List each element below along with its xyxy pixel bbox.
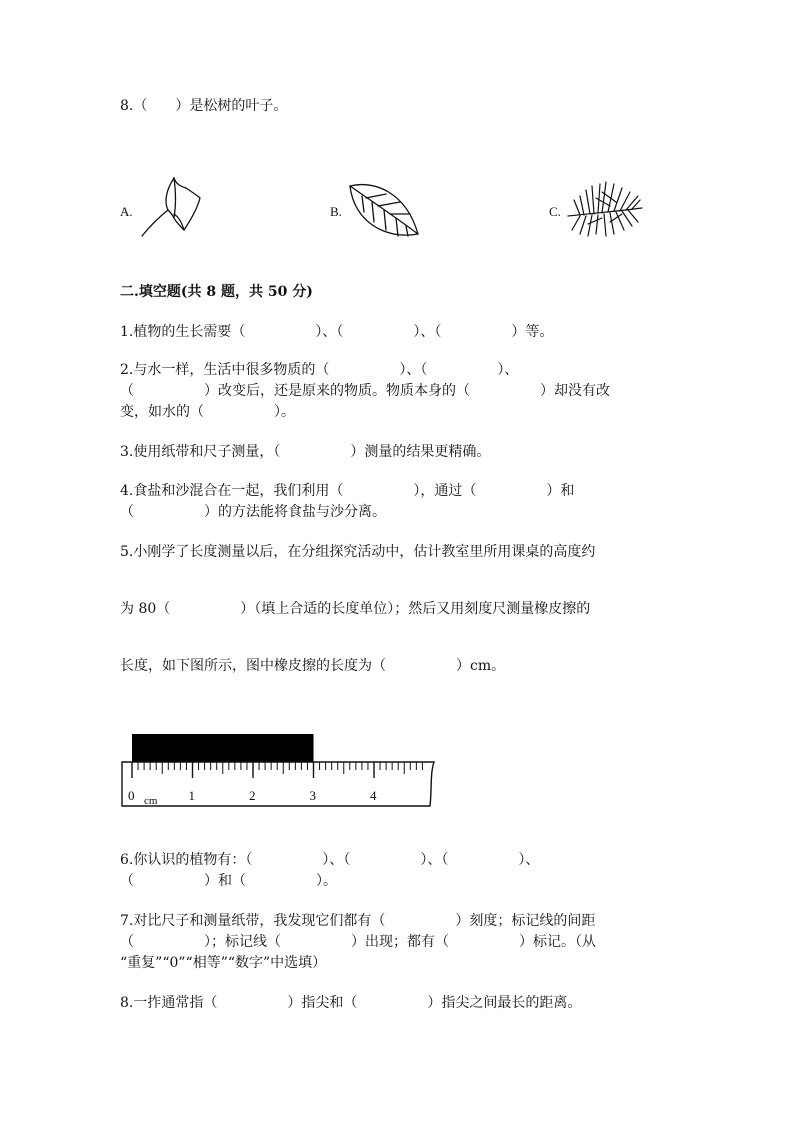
question-8: 8.一拃通常指（ ）指尖和（ ）指尖之间最长的距离。: [120, 995, 582, 1011]
question-5-line-3: 长度，如下图所示，图中橡皮擦的长度为（ ）cm。: [120, 658, 506, 674]
question-7-line-3: “重复”“0”“相等”“数字”中选填）: [120, 955, 327, 971]
question-2-line-1: 2.与水一样，生活中很多物质的（ ）、（ ）、: [120, 362, 519, 378]
question-2-line-3: 变，如水的（ ）。: [120, 404, 295, 420]
question-5-line-2: 为 80（ ）（填上合适的长度单位）；然后又用刻度尺测量橡皮擦的: [120, 601, 591, 617]
question-2-line-2: （ ）改变后，还是原来的物质。物质本身的（ ）却没有改: [120, 383, 610, 399]
ginkgo-leaf-icon: [140, 174, 206, 238]
option-a-label: A.: [120, 204, 133, 219]
oval-leaf-icon: [346, 182, 422, 240]
pine-needles-icon: [566, 178, 644, 238]
option-b-label: B.: [330, 204, 342, 219]
ruler-figure: [120, 728, 440, 812]
ruler-tick-label: 1: [188, 788, 195, 803]
question-6-line-1: 6.你认识的植物有：（ ）、（ ）、（ ）、: [120, 852, 540, 868]
ruler-unit: cm: [144, 795, 158, 807]
section-heading: 二.填空题(共 8 题，共 50 分): [120, 284, 313, 300]
ruler-body: [122, 762, 434, 806]
question-1: 1.植物的生长需要（ ）、（ ）、（ ）等。: [120, 324, 554, 340]
question-7-line-1: 7.对比尺子和测量纸带，我发现它们都有（ ）刻度；标记线的间距: [120, 913, 596, 929]
ruler-tick-label: 4: [370, 788, 377, 803]
question-4-line-1: 4.食盐和沙混合在一起，我们利用（ ），通过（ ）和: [120, 483, 575, 499]
eraser: [132, 734, 314, 762]
option-c-label: C.: [549, 204, 561, 219]
question-6-line-2: （ ）和（ ）。: [120, 873, 337, 889]
ruler-tick-label: 3: [309, 788, 316, 803]
question-3: 3.使用纸带和尺子测量，（ ）测量的结果更精确。: [120, 444, 491, 460]
question-7-line-2: （ ）；标记线（ ）出现；都有（ ）标记。（从: [120, 934, 596, 950]
mc-question: 8.（ ）是松树的叶子。: [120, 98, 288, 114]
question-5-line-1: 5.小刚学了长度测量以后，在分组探究活动中，估计教室里所用课桌的高度约: [120, 544, 596, 560]
ruler-tick-label: 2: [249, 788, 256, 803]
question-4-line-2: （ ）的方法能将食盐与沙分离。: [120, 504, 386, 520]
ruler-tick-label: 0: [128, 788, 135, 803]
